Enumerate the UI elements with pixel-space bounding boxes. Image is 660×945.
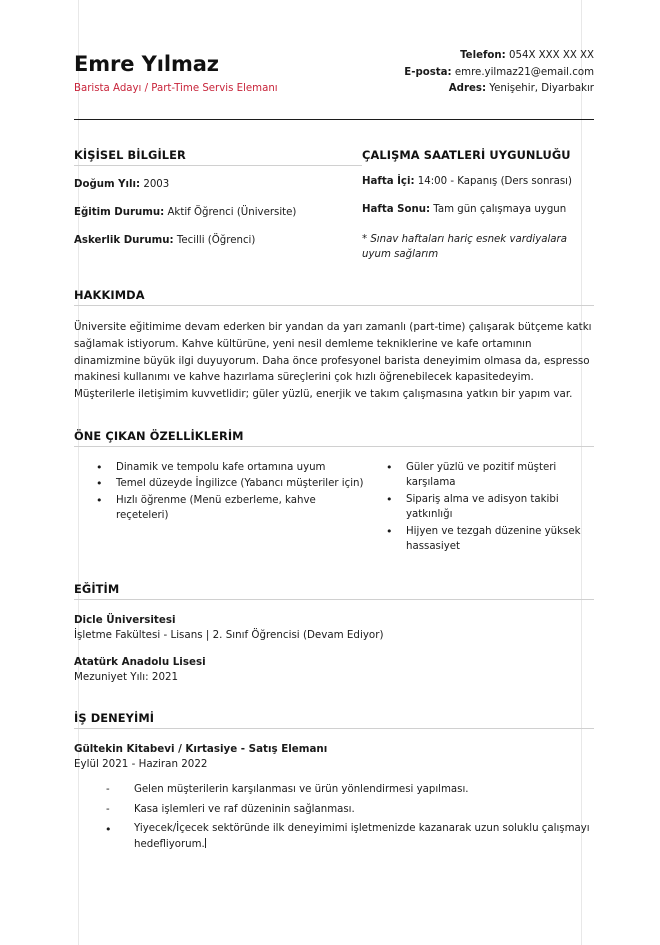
candidate-title: Barista Adayı / Part-Time Servis Elemanı [74,83,278,95]
candidate-name: Emre Yılmaz [74,52,219,76]
bullet-dot-icon: • [96,460,103,474]
skill-text: Güler yüzlü ve pozitif müşteri karşılama [406,461,557,489]
bullet-dot-icon: • [105,823,112,837]
bullet-dash-icon: - [106,803,110,815]
skills-column-left [74,460,364,556]
experience-bullet-text: Gelen müşterilerin karşılanması ve ürün yönlendirmesi yapılması. [134,783,469,795]
section-title-experience: İŞ DENEYİMİ [74,711,155,726]
experience-bullet-list [74,782,594,853]
section-skills [74,429,594,556]
section-underline-about [74,305,594,306]
list-item [74,460,364,476]
skill-text: Temel düzeyde İngilizce (Yabancı müşteriler için) [116,478,364,490]
about-paragraph: Üniversite eğitimime devam ederken bir yandan da yarı zamanlı (part-time) çalışarak bütçeme katkı sağlamak istiyorum. Kahve kültürüne, yeni nesil demleme tekniklerine ve kafe ortamının dinamizmine büyük ilgi duyuyorum. Daha önce profesyonel barista deneyimim olmasa da, espresso makinesi kullanımı ve kahve hazırlama süreçlerini çok hızlı öğrenebilecek kapasitedeyim. Müşterilerle iletişimim kuvvetlidir; güler yüzlü, enerjik ve takım çalışmasına yatkın bir yapım var. [74,321,592,400]
availability-value-weekday: 14:00 - Kapanış (Ders sonrası) [417,176,572,188]
skill-text: Hızlı öğrenme (Menü ezberleme, kahve reçeteleri) [116,494,316,522]
bullet-dot-icon: • [386,460,393,474]
contact-label-email: E-posta: [404,66,452,78]
skill-text: Hijyen ve tezgah düzenine yüksek hassasiyet [406,525,581,553]
experience-role: Gültekin Kitabevi / Kırtasiye - Satış Elemanı [74,743,328,756]
list-item [74,782,594,798]
bullet-dot-icon: • [96,477,103,491]
availability-row-weekend [362,203,594,218]
personal-row-military-status [74,234,362,249]
contact-block [404,46,594,98]
experience-bullet-text: Yiyecek/İçecek sektöründe ilk deneyimimi işletmenizde kazanarak uzun soluklu çalışmayı hedefliyorum. [134,823,590,851]
education-entry [74,613,594,643]
education-school-name: Atatürk Anadolu Lisesi [74,656,206,669]
skills-columns [74,460,594,556]
list-item [364,524,594,555]
section-title-availability: ÇALIŞMA SAATLERİ UYGUNLUĞU [362,148,571,163]
header-divider [74,119,594,121]
contact-value-phone: 054X XXX XX XX [509,50,594,61]
availability-label-weekend: Hafta Sonu: [362,203,431,215]
bullet-dot-icon: • [96,493,103,507]
contact-line-phone [404,48,594,65]
resume-content [74,46,594,857]
resume-header [74,46,594,98]
contact-line-address [404,81,594,98]
personal-label-education-status: Eğitim Durumu: [74,206,165,218]
contact-value-email: emre.yilmaz21@email.com [454,66,594,78]
list-item [74,493,364,524]
section-underline-education [74,599,594,600]
list-item [74,476,364,492]
education-entry [74,655,594,685]
section-underline-personal [74,165,362,166]
section-personal-info [74,148,362,262]
availability-note: * Sınav haftaları hariç esnek vardiyalara uyum sağlarım [362,233,567,260]
skill-text: Dinamik ve tempolu kafe ortamına uyum [116,461,326,473]
skill-text: Sipariş alma ve adisyon takibi yatkınlığı [406,493,559,521]
bullet-dot-icon: • [386,492,393,506]
contact-line-email [404,65,594,82]
skills-list-right [364,460,594,555]
education-detail: Mezuniyet Yılı: 2021 [74,670,179,683]
personal-row-birthyear [74,178,362,193]
info-columns [74,148,594,262]
section-education [74,582,594,686]
bullet-dash-icon: - [106,783,110,795]
section-title-skills: ÖNE ÇIKAN ÖZELLİKLERİM [74,428,244,443]
experience-bullet-text: Kasa işlemleri ve raf düzeninin sağlanması. [134,803,355,815]
text-cursor [205,838,206,848]
personal-label-military-status: Askerlik Durumu: [74,234,174,246]
personal-value-education-status: Aktif Öğrenci (Üniversite) [167,206,297,218]
experience-entry [74,742,594,853]
education-school-name: Dicle Üniversitesi [74,613,176,626]
experience-dates: Eylül 2021 - Haziran 2022 [74,758,208,771]
section-title-about: HAKKIMDA [74,288,145,303]
section-title-personal: KİŞİSEL BİLGİLER [74,148,186,163]
bullet-dot-icon: • [386,524,393,538]
skills-column-right [364,460,594,556]
personal-value-birthyear: 2003 [143,179,170,191]
section-title-education: EĞİTİM [74,581,120,596]
personal-label-birthyear: Doğum Yılı: [74,179,141,191]
section-availability [362,148,594,262]
section-about [74,288,594,402]
list-item [74,802,594,818]
education-detail: İşletme Fakültesi - Lisans | 2. Sınıf Öğrencisi (Devam Ediyor) [74,628,384,641]
personal-row-education-status [74,206,362,221]
contact-label-address: Adres: [448,83,487,95]
personal-value-military-status: Tecilli (Öğrenci) [176,234,256,246]
availability-value-weekend: Tam gün çalışmaya uygun [433,203,567,215]
header-identity [74,46,278,95]
availability-row-weekday [362,175,594,190]
contact-label-phone: Telefon: [460,50,506,61]
section-underline-experience [74,728,594,729]
skills-list-left [74,460,364,524]
list-item [364,492,594,523]
list-item[interactable] [74,821,594,853]
section-underline-skills [74,446,594,447]
section-experience [74,711,594,853]
contact-value-address: Yenişehir, Diyarbakır [489,83,594,95]
list-item [364,460,594,491]
availability-label-weekday: Hafta İçi: [362,176,415,188]
